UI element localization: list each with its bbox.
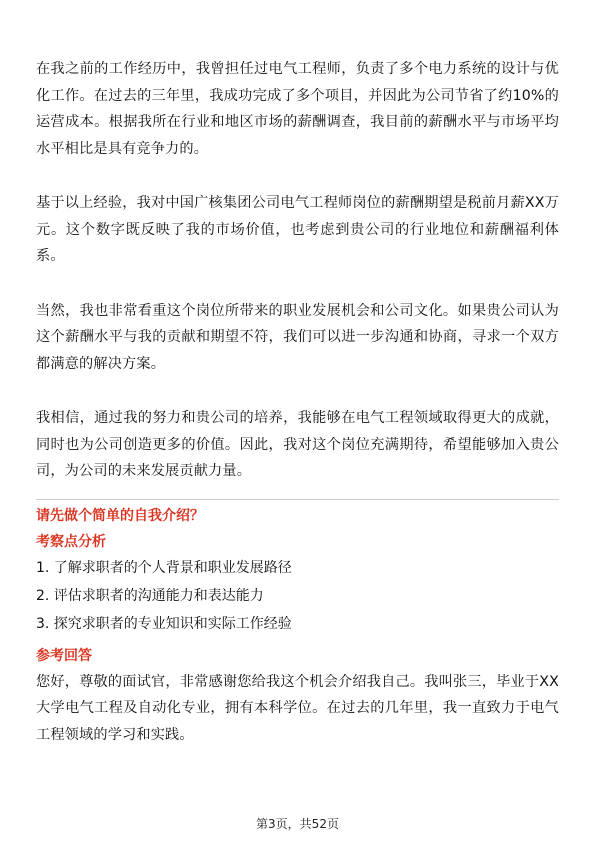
analysis-list (36, 557, 559, 635)
document-body (36, 56, 559, 748)
list-item: 3. 探究求职者的专业知识和实际工作经验 (36, 615, 292, 632)
answer-heading: 参考回答 (36, 647, 92, 664)
paragraph-salary-expectation: 基于以上经验，我对中国广核集团公司电气工程师岗位的薪酬期望是税前月薪XX万元。这个数字既反映了我的市场价值，也考虑到贵公司的行业地位和薪酬福利体系。 (36, 195, 559, 264)
question-heading: 请先做个简单的自我介绍？ (36, 507, 204, 524)
section-divider (36, 499, 559, 500)
analysis-heading: 考察点分析 (36, 533, 106, 550)
paragraph-career-development: 当然，我也非常看重这个岗位所带来的职业发展机会和公司文化。如果贵公司认为这个薪酬水平与我的贡献和期望不符，我们可以进一步沟通和协商，寻求一个双方都满意的解决方案。 (36, 302, 559, 372)
paragraph-closing: 我相信，通过我的努力和贵公司的培养，我能够在电气工程领域取得更大的成就，同时也为公司创造更多的价值。因此，我对这个岗位充满期待，希望能够加入贵公司，为公司的未来发展贡献力量。 (36, 410, 559, 479)
list-item: 2. 评估求职者的沟通能力和表达能力 (36, 587, 264, 604)
list-item: 1. 了解求职者的个人背景和职业发展路径 (36, 559, 292, 576)
page-number-footer: 第3页，共52页 (256, 817, 339, 831)
paragraph-work-experience: 在我之前的工作经历中，我曾担任过电气工程师，负责了多个电力系统的设计与优化工作。在过去的三年里，我成功完成了多个项目，并因此为公司节省了约10%的运营成本。根据我所在行业和地区市场的薪酬调查，我目前的薪酬水平与市场平均水平相比是具有竞争力的。 (36, 61, 559, 157)
answer-paragraph: 您好，尊敬的面试官，非常感谢您给我这个机会介绍我自己。我叫张三，毕业于XX大学电气工程及自动化专业，拥有本科学位。在过去的几年里，我一直致力于电气工程领域的学习和实践。 (36, 673, 559, 743)
